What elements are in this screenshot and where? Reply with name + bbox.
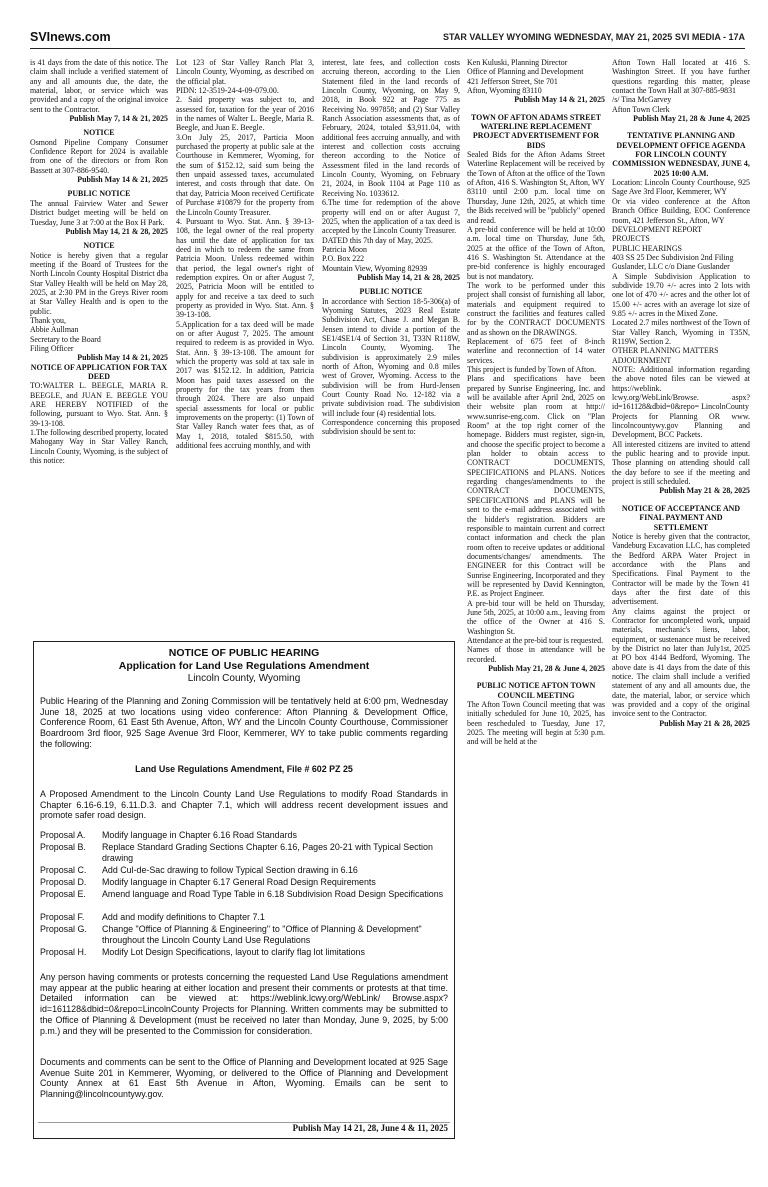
notice-text: 4. Pursuant to Wyo. Stat. Ann. § 39-13-108, the legal owner of the real property has until the date of application for tax deed in which to redeem the same from Patricia Moon. Unless redeemed within that period, the legal owner's right of redemption expires. On or after August 7, 2025, Patricia Moon will be entitled to apply for and receive a tax deed to such property as provided in Wyo. Stat. Ann. § 39-13-108. [176,216,314,320]
publish-line: Publish May 14, 21 & 28, 2025 [65,226,168,236]
notice-text: The Afton Town Council meeting that was initially scheduled for June 10, 2025, has been rescheduled to Tuesday, June 17, 2025. The meeting will begin at 5:30 p.m. and will be held at the [467,700,605,747]
column-5 [612,58,750,1173]
proposal-text: Replace Standard Grading Sections Chapter 6.16, Pages 20-21 with Typical Section drawing [102,842,433,863]
notice-text: DATED this 7th day of May, 2025. [322,235,433,245]
proposal-text: Modify language in Chapter 6.17 General Road Design Requirements [102,877,376,887]
publish-line: Publish May 21, 28 & June 4, 2025 [488,664,605,673]
notice-heading: NOTICE [83,241,115,251]
notice-text: Thank you, [30,315,66,325]
notice-text: Patricia Moon [322,244,367,254]
notice-text: Mountain View, Wyoming 82939 [322,263,428,273]
notice-text: 3.On July 25, 2017, Particia Moon purchased the property at public sale at the Courthouse in Kemmerer, Wyoming, for the sum of $152.12, said sum being the then unpaid assessed taxes, accumulated interest, and costs through that date. On that day, Patricia Moon received Certificate of Purchase #10879 for the property from the Lincoln County Treasurer. [176,132,314,217]
notice-text: OTHER PLANNING MATTERS [612,346,719,356]
proposal-label: Proposal H. [40,947,87,957]
notice-text: Notice is hereby given that the contractor, Vandeburg Excavation LLC, has completed the Bedford ARPA Water Project in accordance with the Plans and Specifications. Final Payment to the Contractor will be made by the Town 41 days after the first date of this advertisement. [612,531,750,607]
notice-text: Afton, Wyoming 83110 [467,86,542,96]
hearing-file-title: Land Use Regulations Amendment, File # 602 PZ 25 [135,764,353,774]
notice-heading: NOTICE OF APPLICATION FOR TAX DEED [30,362,168,381]
proposal-text: Modify Lot Design Specifications, layout to clarify flag lot limitations [102,947,365,957]
notice-text: is 41 days from the date of this notice. The claim shall include a verified statement of any and all amounts due, the date, the material, labor, or service which was provided and a copy of the original invoice sent to the Contractor. [30,58,168,114]
notice-text: 1.The following described property, located Mahogany Way in Star Valley Ranch, Lincoln County, Wyoming, is the subject of this notice: [30,428,168,466]
column-3 [322,58,460,633]
hearing-subtitle: Application for Land Use Regulations Amendment [118,660,370,672]
proposal-label: Proposal D. [40,877,87,887]
notice-text: Afton Town Clerk [612,104,670,114]
notice-heading: NOTICE [83,128,115,138]
notice-heading: TOWN OF AFTON ADAMS STREET WATERLINE REPLACEMENT PROJECT ADVERTISEMENT FOR BIDS [470,112,602,150]
notice-text: PUBLIC HEARINGS [612,243,682,253]
publish-line: Publish May 14, 21 & 28, 2025 [357,272,460,282]
proposal-text: Add and modify definitions to Chapter 7.1 [102,912,265,922]
runner-right: SVI MEDIA - 17A [674,32,745,42]
notice-text: Any claims against the project or Contractor for uncompleted work, unpaid materials, mechanic's liens, labor, equipment, or sustenance must be received by the District no later than July1st, 2025 at PO box 4144 Bedford, Wyoming. The above date is 41 days from the date of this notice. The claim shall include a verified statement of any and all amounts due, the date, the material, labor, or service which was provided and a copy of the original invoice sent to the Contractor. [612,606,750,719]
publish-line: Publish May 14 & 21, 2025 [514,95,605,105]
proposal-text: Change "Office of Planning & Engineering" to "Office of Planning & Development" throughout the Lincoln County Land Use Regulations [102,924,422,945]
notice-text: Abbie Aullman [30,325,79,335]
notice-text: Sealed Bids for the Afton Adams Street Waterline Replacement will be received by the Town of Afton at the office of the Town of Afton, 416 S. Washington St, Afton, WY 83110 until 2:00 p.m. local time on Thursday, June 12th, 2025, at which time the Bids received will be "publicly" opened and read. [467,150,605,225]
notice-text: Location: Lincoln County Courthouse, 925 Sage Ave 3rd Floor, Kemmerer, WY [612,178,750,197]
site-name[interactable]: SVInews.com [30,30,111,44]
runner-date: WEDNESDAY, MAY 21, 2025 [554,32,673,42]
notice-text: A pre-bid tour will be held on Thursday, June 5th, 2025, at 10:00 a.m., leaving from the office of the Owner at 416 S. Washington St. [467,598,605,636]
notice-text: Secretary to the Board [30,334,101,344]
notice-text: Notice is hereby given that a regular meeting if the Board of Trustees for the North Lincoln County Hospital District dba Star Valley Health will be held on May 28, 2025, at 2:30 PM in the Greys River room at Star Valley Health and is open to the public. [30,250,168,316]
publish-line: Publish May 21 & 28, 2025 [659,486,750,496]
notice-text[interactable]: NOTE: Additional information regarding the above noted files can be viewed at https://weblink. lcwy.org/WebLink/Browse. aspx?id=161128&dbid=0&repo= LincolnCounty [612,365,750,412]
notice-text: ADJOURNMENT [612,355,672,365]
notice-text: This project is funded by Town of Afton. [467,365,597,374]
notice-text: Attendance at the pre-bid tour is requested. [467,635,604,645]
hearing-title: NOTICE OF PUBLIC HEARING [168,647,320,659]
notice-text: 2. Said property was subject to, and assessed for, taxation for the year of 2016 in the names of Walter L. Beegle, Maria R. Beegle, and Juan E. Beegle. [176,95,314,133]
notice-text: All interested citizens are invited to attend the public hearing and to provide input. Those planning on attending should call the day before to see if the meeting and project is still scheduled. [612,439,750,487]
notice-text: 403 SS 25 Dec Subdivision 2nd Filing [612,252,734,262]
notice-text: P.O. Box 222 [322,254,365,264]
column-2 [176,58,314,633]
notice-text: Correspondence concerning this proposed subdivision should be sent to: [322,418,460,437]
notice-text: Office of Planning and Development [467,67,584,77]
masthead [30,30,745,49]
publish-line: Publish May 7, 14 & 21, 2025 [69,114,168,124]
publish-line: Publish May 14 & 21, 2025 [77,353,168,363]
hearing-publish-line: Publish May 14 21, 28, June 4 & 11, 2025 [292,1123,448,1134]
notice-text: Replacement of 675 feet of 8-inch waterline and reconnection of 14 water services. [467,336,605,365]
hearing-county: Lincoln County, Wyoming [187,673,301,684]
notice-heading: TENTATIVE PLANNING AND DEVELOPMENT OFFICE AGENDA FOR LINCOLN COUNTY COMMISSION WEDNESDAY, JUNE 4, 2025 10:00 A.M. [612,131,750,178]
notice-text: Plans and specifications have been prepared by Sunrise Engineering, Inc. and will be available after April 2nd, 2025 on their website plan room at http:// www.sunrise-eng.com. Click on "Plan Room" at the top right corner of the homepage. Bidders must register, sign-in, and choose the specific project to become a plan holder to obtain access to CONTRACT DOCUMENTS, SPECIFICATIONS and PLANS. Notices regarding changes/amendments to the CONTRACT DOCUMENTS, SPECIFICATIONS and PLANS will be sent to the e-mail address associated with the bidder's registration. Bidders are responsible to maintain current and correct contact information and check the plan room often to receive updates or additional documents/changes/ amendments. The ENGINEER for this Contract will be Sunrise Engineering, Incorporated and they will be represented by David Kennington, P.E. as Project Engineer. [467,374,605,599]
notice-text: Located 2.7 miles northwest of the Town of Star Valley Ranch, Wyoming in T35N, R119W, Section 2. [612,318,750,346]
notice-heading: NOTICE OF ACCEPTANCE AND FINAL PAYMENT AND SETTLEMENT [621,503,741,532]
hearing-summary: A Proposed Amendment to the Lincoln County Land Use Regulations to modify Road Standards in Chapter 6.16-6.19, 6.11.D.3. and Chapter 7.1, which will address recent development issues and promote safer road design. [40,789,448,821]
notice-heading: PUBLIC NOTICE [359,287,423,297]
notice-text: 5.Application for a tax deed will be made on or after August 7, 2025. The amount required to redeem is as provided in Wyo. Stat. Ann. § 39-13-108. The amount for which the property was sold at tax sale in 2017 was $152.12. In addition, Patricia Moon has paid taxes assessed on the property for the tax years from then through 2024. There are also unpaid special assessments for local or public improvements on the property: (1) Town of Star Valley Ranch water fees that, as of May 1, 2018, totaled $815.50, with additional fees accruing monthly, and with [176,319,314,451]
notice-text: Names of those in attendance will be recorded. [467,645,605,664]
notice-text: A Simple Subdivision Application to subdivide 19.70 +/- acres into 2 lots with one lot of 470 +/- acres and the other lot of 15.00 +/- acres with an average lot size of 9.85 +/- acres in the Mixed Zone. [612,271,750,318]
publish-line: Publish May 21, 28 & June 4, 2025 [633,114,750,124]
hearing-comments: Any person having comments or protests concerning the requested Land Use Regulations amendment may appear at the public hearing at either location and present their comments or protests at that time. Detailed information can be viewed at: https://weblink.lcwy.org/WebLink/ Browse.aspx?id=161128&dbid=0&repo=LincolnCounty Projects for Planning. Written comments may be submitted to the Office of Planning & Development (must be received no later than Monday, June 9, 2025, by 5:00 p.m.) and they will be presented to the Commission for consideration. [40,972,448,1036]
notice-text: The annual Fairview Water and Sewer District budget meeting will be held on Tuesday, June 3 at 7:00 at the Box H Park. [30,198,168,227]
notice-text: DEVELOPMENT REPORT [612,224,702,234]
public-hearing-notice-box [33,641,455,1139]
publish-line: Publish May 14 & 21, 2025 [77,175,168,185]
notice-text: interest, late fees, and collection costs accruing thereon, according to the Lien Statement filed in the land records of Lincoln County, Wyoming, on May 9, 2018, in Book 922 at Page 775 as Receiving No. 997858; and (2) Star Valley Ranch Association assessments that, as of February, 2024, totaled $3,911.04, with additional fees accruing annually, and with interest and collection costs accruing thereon according to the Notice of Assessment filed in the land records of Lincoln County, Wyoming, on February 21, 2024, in Book 1104 at Page 110 as Receiving No. 1033612. [322,58,460,198]
notice-text: 6.The time for redemption of the above property will end on or after August 7, 2025, when the application of a tax deed is accepted by the Lincoln County Treasurer. [322,198,460,236]
notice-text: Ken Kuluski, Planning Director [467,58,568,67]
notice-text: A pre-bid conference will be held at 10:00 a.m. local time on Thursday, June 5th, 2025 at the office of the Town of Afton, 416 S. Washington St. Attendance at the pre-bid conference is highly encouraged but is not mandatory. [467,224,605,281]
notice-text: Lot 123 of Star Valley Ranch Plat 3, Lincoln County, Wyoming, as described on the official plat. [176,58,314,86]
proposal-text: Modify language in Chapter 6.16 Road Standards [102,830,297,840]
proposal-label: Proposal A. [40,830,86,840]
proposal-label: Proposal B. [40,842,86,852]
notice-text: PROJECTS [612,234,650,244]
runner-left: STAR VALLEY WYOMING [443,32,552,42]
notice-text: Filing Officer [30,343,74,353]
notice-text: /s/ Tina McGarvey [612,95,672,105]
notice-text: Or via video conference at the Afton Branch Office Building, EOC Conference room, 421 Jefferson St., Afton, WY [612,196,750,225]
column-1 [30,58,168,633]
notice-text: Afton Town Hall located at 416 S. Washington Street. If you have further questions regarding this matter, please contact the Town Hall at 307-885-9831 [612,58,750,96]
proposal-label: Proposal C. [40,865,87,875]
proposal-text: Amend language and Road Type Table in 6.18 Subdivision Road Design Specifications [102,889,444,899]
proposal-label: Proposal F. [40,912,85,922]
notice-text: Projects for Planning OR www. lincolncountywy.gov Planning and Development, BCC Packets. [612,411,750,440]
notice-text: PIDN: 12-3519-24-4-09-079.00. [176,86,279,96]
proposal-label: Proposal G. [40,924,87,934]
hearing-intro: Public Hearing of the Planning and Zoning Commission will be tentatively held at 6:00 pm, Wednesday June 18, 2025 at two locations using video conference: Afton Planning & Development Office, Conference Room, 61 East 5th Avenue, Afton, WY and the Lincoln County Courthouse, Commissioner Boardroom 3rd floor, 925 Sage Avenue 3rd Floor, Kemmerer, WY to take public comments regarding the following: [40,696,448,749]
notice-text: The work to be performed under this project shall consist of furnishing all labor, materials and equipment required to construct the facilities and features called for by the CONTRACT DOCUMENTS and as shown on the DRAWINGS. [467,280,605,337]
publish-line: Publish May 21 & 28, 2025 [659,718,750,728]
notice-heading: PUBLIC NOTICE AFTON TOWN COUNCIL MEETING [476,681,596,700]
hearing-documents: Documents and comments can be sent to the Office of Planning and Development located at 925 Sage Avenue Suite 201 in Kemmerer, Wyoming, or delivered to the Office of Planning and Development County Annex at 61 East 5th Avenue in Afton, Wyoming. Emails can be sent to Planning@lincolncountywy.gov. [40,1057,448,1100]
notice-text: In accordance with Section 18-5-306(a) of Wyoming Statutes, 2023 Real Estate Subdivision Act, Chase J. and Megan B. Jensen intend to divide a portion of the SE1/4SE1/4 of Section 31, T33N R118W, Lincoln County, Wyoming. The subdivision is approximately 2.9 miles north of Afton, Wyoming and 0.8 miles west of Grover, Wyoming. Access to the subdivision will be from Hurd-Jensen Court County Road No. 12-182 via a private subdivision road. The subdivision will include four (4) residential lots. [322,296,460,418]
proposal-label: Proposal E. [40,889,86,899]
notice-text: Osmond Pipeline Company Consumer Confidence Report for 2024 is available from one of the directors or from Ron Bassett at 307-886-9540. [30,137,168,175]
notice-text: TO:WALTER L. BEEGLE, MARIA R. BEEGLE, and JUAN E. BEEGLE YOU ARE HEREBY NOTIFIED of the following, pursuant to Wyo. Stat. Ann. § 39-13-108. [30,381,168,428]
proposal-text: Add Cul-de-Sac drawing to follow Typical Section drawing in 6.16 [102,865,358,875]
notice-text: Guslander, LLC c/o Diane Guslander [612,262,730,272]
notice-text: 421 Jefferson Street, Ste 701 [467,76,558,86]
notice-heading: PUBLIC NOTICE [67,189,131,199]
page-runner [443,32,745,42]
column-4 [467,58,605,1173]
